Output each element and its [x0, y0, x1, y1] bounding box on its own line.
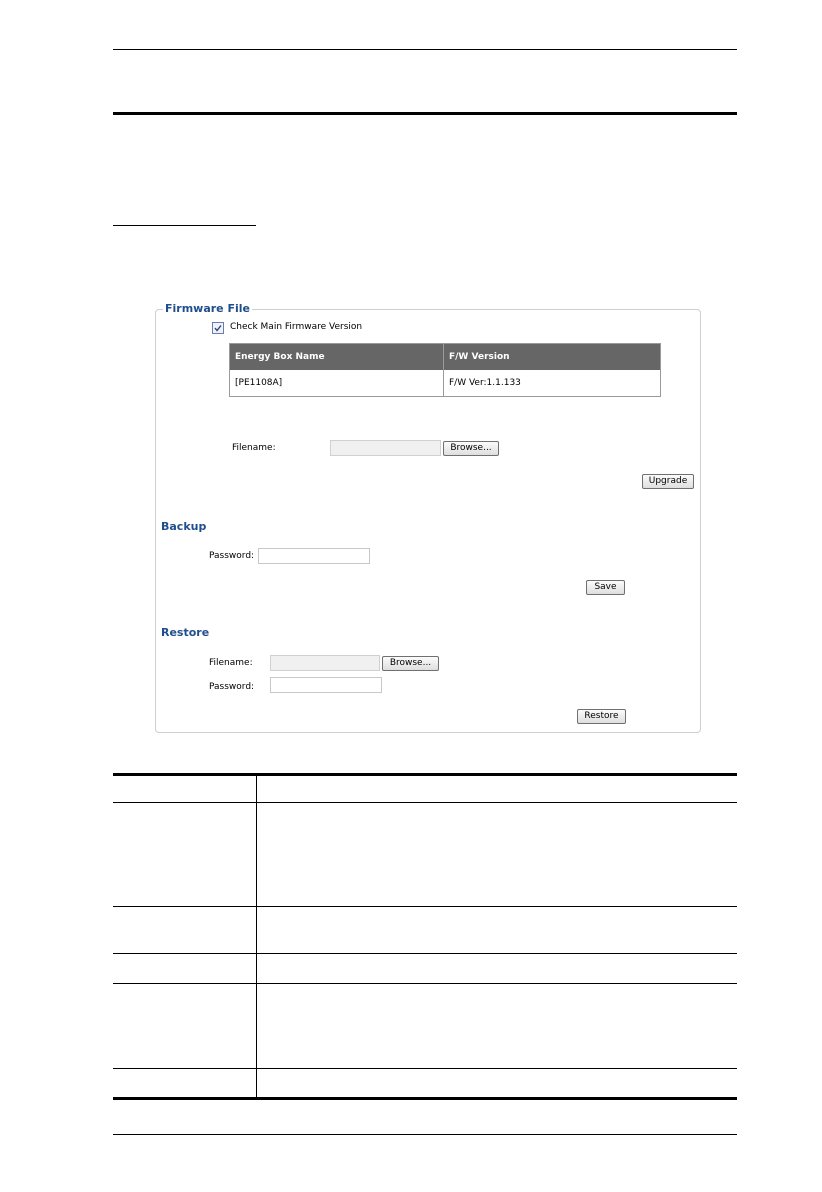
column-header-energy-box-name: Energy Box Name — [230, 344, 444, 371]
title-rule — [113, 112, 737, 115]
restore-browse-button[interactable]: Browse... — [382, 656, 439, 671]
firmware-filename-label: Filename: — [232, 443, 276, 453]
restore-filename-label: Filename: — [209, 658, 253, 668]
checkmark-icon — [213, 323, 223, 333]
description-table-row-divider — [113, 1068, 737, 1069]
firmware-file-title: Firmware File — [165, 302, 250, 315]
energy-box-name-cell: [PE1108A] — [230, 370, 444, 397]
restore-filename-input[interactable] — [270, 655, 380, 671]
firmware-version-table — [229, 343, 661, 397]
table-row — [230, 370, 661, 397]
description-table-header-rule — [113, 802, 737, 803]
backup-password-input[interactable] — [258, 548, 370, 564]
backup-title: Backup — [161, 520, 207, 533]
description-table-bottom-rule — [113, 1097, 737, 1100]
restore-button[interactable]: Restore — [577, 709, 626, 724]
subheading-underline — [113, 225, 256, 226]
description-table-row-divider — [113, 953, 737, 954]
fw-version-cell: F/W Ver:1.1.133 — [444, 370, 661, 397]
restore-password-label: Password: — [209, 682, 255, 692]
check-main-firmware-label: Check Main Firmware Version — [230, 322, 363, 332]
firmware-browse-button[interactable]: Browse... — [443, 441, 499, 456]
save-button[interactable]: Save — [586, 580, 625, 595]
restore-password-input[interactable] — [270, 677, 382, 693]
description-table-column-divider — [256, 776, 257, 1098]
upgrade-button[interactable]: Upgrade — [642, 474, 694, 489]
footer-rule — [113, 1134, 737, 1135]
firmware-filename-input[interactable] — [330, 440, 441, 456]
restore-title: Restore — [161, 626, 210, 639]
description-table-top-rule — [113, 773, 737, 776]
description-table-row-divider — [113, 983, 737, 984]
backup-password-label: Password: — [209, 551, 255, 561]
header-rule — [113, 49, 737, 50]
description-table-row-divider — [113, 906, 737, 907]
column-header-fw-version: F/W Version — [444, 344, 661, 371]
check-main-firmware-checkbox[interactable] — [212, 322, 224, 334]
